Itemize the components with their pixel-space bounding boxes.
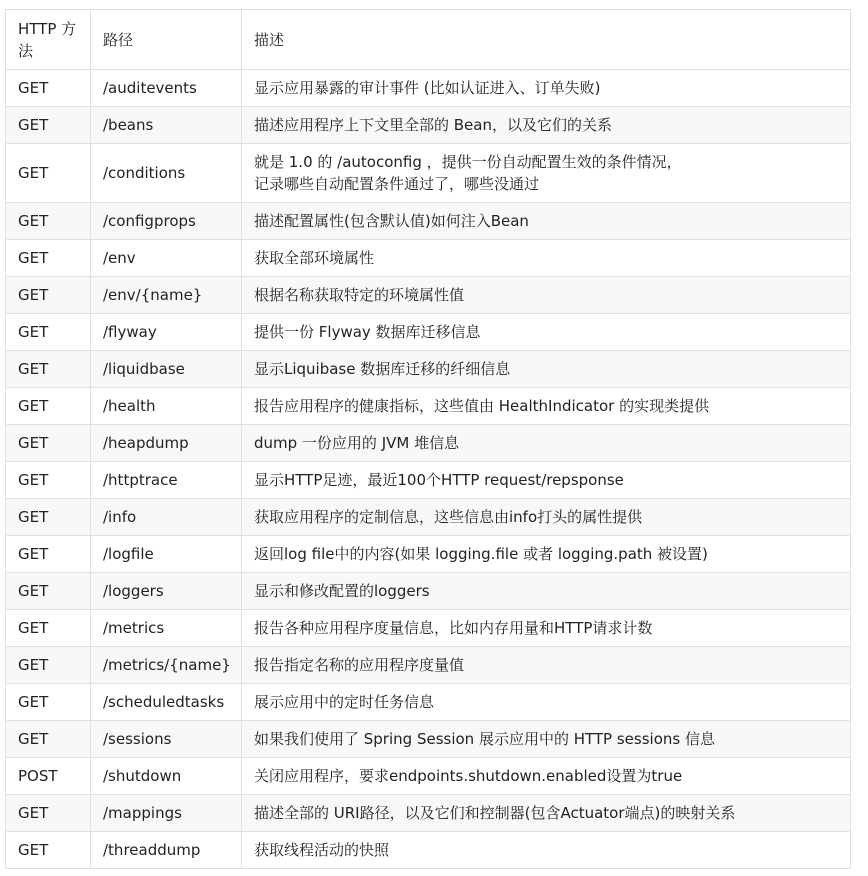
description-text: 获取应用程序的定制信息，这些信息由info打头的属性提供	[254, 508, 643, 526]
table-row	[6, 314, 851, 351]
method-cell: GET	[6, 647, 91, 684]
description-text: 描述应用程序上下文里全部的 Bean，以及它们的关系	[254, 116, 612, 134]
description-text: 描述全部的 URI路径，以及它们和控制器(包含Actuator端点)的映射关系	[254, 804, 736, 822]
path-cell: /configprops	[91, 203, 242, 240]
method-cell: GET	[6, 425, 91, 462]
method-cell: GET	[6, 203, 91, 240]
method-cell: GET	[6, 573, 91, 610]
path-cell: /httptrace	[91, 462, 242, 499]
header-description: 描述	[242, 10, 851, 70]
header-row	[6, 10, 851, 70]
path-cell: /scheduledtasks	[91, 684, 242, 721]
method-cell: GET	[6, 795, 91, 832]
path-cell: /flyway	[91, 314, 242, 351]
table-row	[6, 203, 851, 240]
table-row	[6, 610, 851, 647]
description-cell	[242, 425, 851, 462]
table-row	[6, 499, 851, 536]
description-text: 就是 1.0 的 /autoconfig ，提供一份自动配置生效的条件情况，	[254, 153, 682, 171]
method-cell: GET	[6, 144, 91, 203]
path-cell: /health	[91, 388, 242, 425]
description-cell	[242, 314, 851, 351]
description-cell	[242, 499, 851, 536]
path-cell: /liquidbase	[91, 351, 242, 388]
path-cell: /env/{name}	[91, 277, 242, 314]
description-text: 关闭应用程序，要求endpoints.shutdown.enabled设置为true	[254, 767, 683, 785]
path-cell: /sessions	[91, 721, 242, 758]
method-cell: GET	[6, 351, 91, 388]
table-row	[6, 107, 851, 144]
description-text: 描述配置属性(包含默认值)如何注入Bean	[254, 212, 529, 230]
table-row	[6, 388, 851, 425]
table-row	[6, 573, 851, 610]
description-cell	[242, 721, 851, 758]
path-cell: /loggers	[91, 573, 242, 610]
path-cell: /threaddump	[91, 832, 242, 869]
description-text: 获取线程活动的快照	[254, 841, 390, 859]
description-cell	[242, 758, 851, 795]
description-cell	[242, 388, 851, 425]
method-cell: GET	[6, 107, 91, 144]
path-cell: /heapdump	[91, 425, 242, 462]
table-row	[6, 647, 851, 684]
header-http-method: HTTP 方法	[6, 10, 91, 70]
path-cell: /beans	[91, 107, 242, 144]
table-header	[6, 10, 851, 70]
method-cell: GET	[6, 610, 91, 647]
description-text: 显示和修改配置的loggers	[254, 582, 430, 600]
description-cell	[242, 240, 851, 277]
description-cell	[242, 795, 851, 832]
table-body	[6, 70, 851, 869]
description-cell	[242, 203, 851, 240]
description-text: 返回log file中的内容(如果 logging.file 或者 logging.path 被设置)	[254, 545, 708, 563]
table-row	[6, 240, 851, 277]
path-cell: /env	[91, 240, 242, 277]
method-cell: GET	[6, 388, 91, 425]
path-cell: /conditions	[91, 144, 242, 203]
header-path: 路径	[91, 10, 242, 70]
table-row	[6, 462, 851, 499]
description-text: 提供一份 Flyway 数据库迁移信息	[254, 323, 481, 341]
description-cell	[242, 351, 851, 388]
method-cell: GET	[6, 314, 91, 351]
path-cell: /shutdown	[91, 758, 242, 795]
table-row	[6, 277, 851, 314]
description-text: dump 一份应用的 JVM 堆信息	[254, 434, 460, 452]
description-text: 显示应用暴露的审计事件 (比如认证进入、订单失败)	[254, 79, 601, 97]
method-cell: GET	[6, 70, 91, 107]
method-cell: GET	[6, 499, 91, 536]
table-row	[6, 425, 851, 462]
method-cell: GET	[6, 277, 91, 314]
method-cell: GET	[6, 462, 91, 499]
description-cell	[242, 573, 851, 610]
description-cell	[242, 610, 851, 647]
description-text: 报告应用程序的健康指标，这些值由 HealthIndicator 的实现类提供	[254, 397, 710, 415]
description-cell	[242, 107, 851, 144]
table-row	[6, 721, 851, 758]
method-cell: GET	[6, 240, 91, 277]
path-cell: /mappings	[91, 795, 242, 832]
description-cell	[242, 536, 851, 573]
description-cell	[242, 144, 851, 203]
table-row	[6, 832, 851, 869]
actuator-endpoints-table	[5, 9, 851, 869]
path-cell: /metrics	[91, 610, 242, 647]
description-cell	[242, 70, 851, 107]
path-cell: /logfile	[91, 536, 242, 573]
table-row	[6, 70, 851, 107]
description-text: 如果我们使用了 Spring Session 展示应用中的 HTTP sessions 信息	[254, 730, 715, 748]
description-cell	[242, 277, 851, 314]
description-text: 报告各种应用程序度量信息，比如内存用量和HTTP请求计数	[254, 619, 653, 637]
path-cell: /auditevents	[91, 70, 242, 107]
method-cell: GET	[6, 536, 91, 573]
description-cell	[242, 832, 851, 869]
table-row	[6, 758, 851, 795]
method-cell: POST	[6, 758, 91, 795]
description-text: 根据名称获取特定的环境属性值	[254, 286, 465, 304]
description-text: 显示HTTP足迹，最近100个HTTP request/repsponse	[254, 471, 624, 489]
description-text: 获取全部环境属性	[254, 249, 375, 267]
description-text: 显示Liquibase 数据库迁移的纤细信息	[254, 360, 511, 378]
description-cell	[242, 647, 851, 684]
description-text: 展示应用中的定时任务信息	[254, 693, 435, 711]
table-row	[6, 795, 851, 832]
description-text-line2: 记录哪些自动配置条件通过了，哪些没通过	[254, 175, 540, 193]
description-cell	[242, 462, 851, 499]
table-row	[6, 536, 851, 573]
table-row	[6, 351, 851, 388]
description-cell	[242, 684, 851, 721]
description-text: 报告指定名称的应用程序度量值	[254, 656, 465, 674]
path-cell: /info	[91, 499, 242, 536]
endpoint-table-container	[5, 9, 850, 869]
path-cell: /metrics/{name}	[91, 647, 242, 684]
method-cell: GET	[6, 684, 91, 721]
table-row	[6, 684, 851, 721]
method-cell: GET	[6, 721, 91, 758]
method-cell: GET	[6, 832, 91, 869]
table-row	[6, 144, 851, 203]
